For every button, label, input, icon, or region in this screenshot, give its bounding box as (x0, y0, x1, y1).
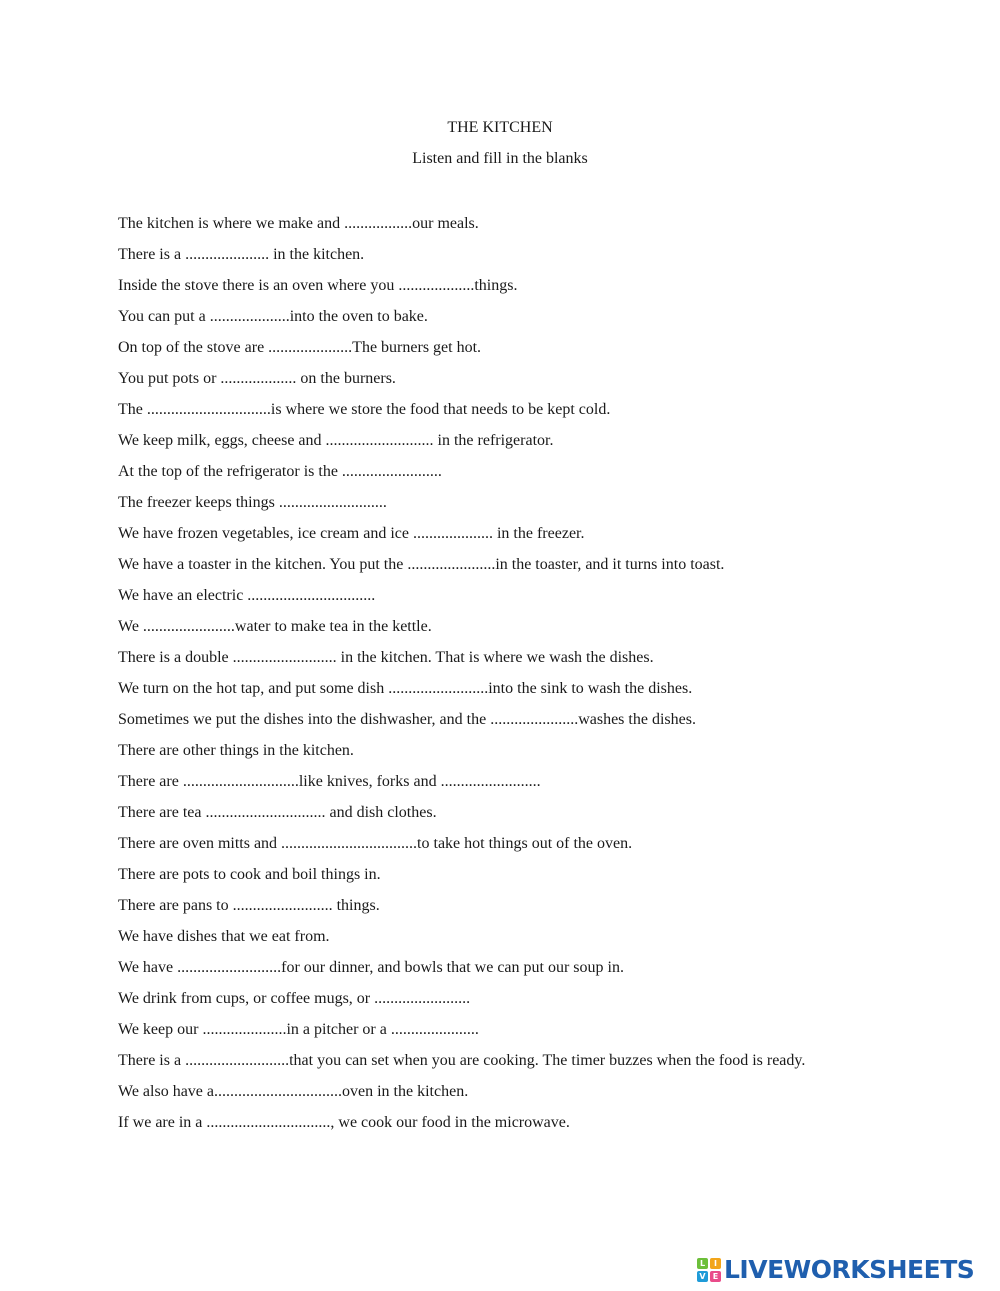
text-line: There is a double .......................... in the kitchen. That is where we wash the dishes. (118, 649, 654, 666)
worksheet-instructions: Listen and fill in the blanks (412, 150, 588, 167)
liveworksheets-logo-icon (697, 1258, 721, 1282)
text-line: There is a ..................... in the kitchen. (118, 246, 365, 263)
worksheet-body (118, 208, 838, 1138)
text-line: We keep milk, eggs, cheese and ........................... in the refrigerator. (118, 432, 554, 449)
text-line: We have ..........................for our dinner, and bowls that we can put our soup in. (118, 959, 624, 976)
logo-mark-tile: I (710, 1258, 721, 1269)
text-line: Inside the stove there is an oven where you ...................things. (118, 277, 518, 294)
text-line: We also have a................................oven in the kitchen. (118, 1083, 469, 1100)
text-line: On top of the stove are .....................The burners get hot. (118, 339, 482, 356)
text-line: We keep our .....................in a pitcher or a ...................... (118, 1021, 479, 1038)
text-line: There are pots to cook and boil things in. (118, 866, 381, 883)
logo-mark-tile: V (697, 1271, 708, 1282)
liveworksheets-logo (697, 1256, 974, 1284)
text-line: We have a toaster in the kitchen. You put the ......................in the toaster, and it turns into toast. (118, 556, 725, 573)
text-line: At the top of the refrigerator is the ......................... (118, 463, 442, 480)
text-line: We turn on the hot tap, and put some dish .........................into the sink to wash the dishes. (118, 680, 693, 697)
text-line: There are oven mitts and ..................................to take hot things out of the oven. (118, 835, 633, 852)
text-line: There is a ..........................that you can set when you are cooking. The timer buzzes when the food is ready. (118, 1052, 806, 1069)
text-line: There are tea .............................. and dish clothes. (118, 804, 437, 821)
text-line: We drink from cups, or coffee mugs, or ........................ (118, 990, 471, 1007)
text-line: There are pans to ......................... things. (118, 897, 380, 914)
text-line: There are other things in the kitchen. (118, 742, 354, 759)
text-line: Sometimes we put the dishes into the dishwasher, and the ......................washes the dishes. (118, 711, 696, 728)
text-line: If we are in a ..............................., we cook our food in the microwave. (118, 1114, 570, 1131)
text-line: You can put a ....................into the oven to bake. (118, 308, 428, 325)
logo-mark-tile: E (710, 1271, 721, 1282)
text-line: The freezer keeps things ........................... (118, 494, 387, 511)
text-line: We have dishes that we eat from. (118, 928, 330, 945)
text-line: We have an electric ................................ (118, 587, 376, 604)
worksheet-title: THE KITCHEN (447, 119, 553, 136)
logo-mark-tile: L (697, 1258, 708, 1269)
text-line: The ...............................is where we store the food that needs to be kept cold. (118, 401, 611, 418)
text-line: You put pots or ................... on the burners. (118, 370, 396, 387)
text-line: The kitchen is where we make and .................our meals. (118, 215, 479, 232)
text-line: We .......................water to make tea in the kettle. (118, 618, 432, 635)
text-line: There are .............................like knives, forks and ......................... (118, 773, 541, 790)
logo-wordmark: LIVEWORKSHEETS (724, 1255, 975, 1284)
text-line: We have frozen vegetables, ice cream and ice .................... in the freezer. (118, 525, 585, 542)
